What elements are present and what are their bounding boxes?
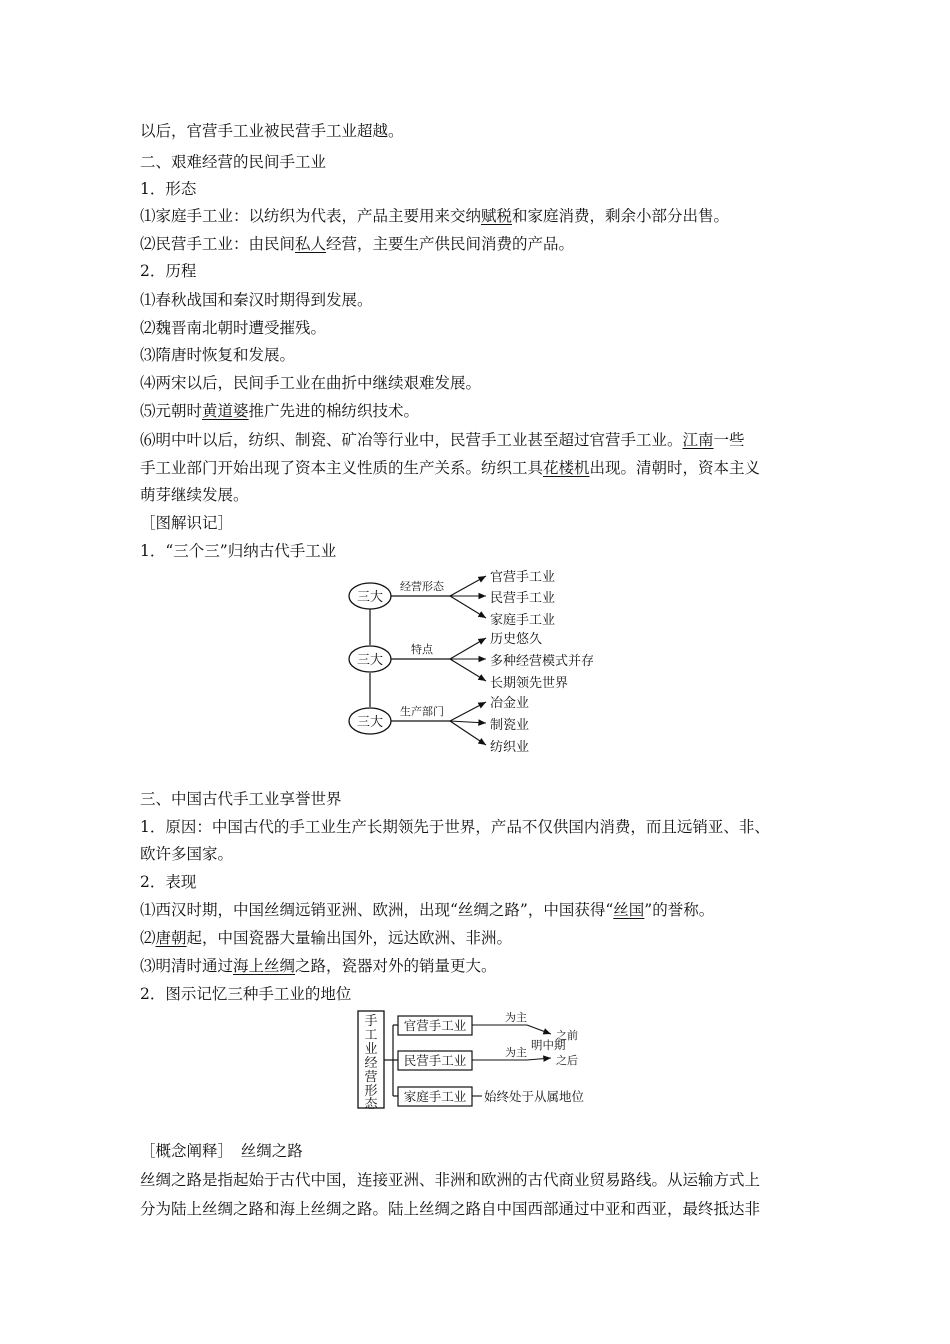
branch-item: 家庭手工业 [490,613,556,628]
vertical-title-char: 态 [364,1097,378,1112]
node-label: 三大 [356,590,384,605]
after-label: 之后 [556,1054,578,1067]
text-line: ⑵民营手工业：由民间私人经营，主要生产供民间消费的产品。 [140,235,575,253]
branch-label: 生产部门 [400,705,444,718]
subheading: 2．历程 [140,262,197,280]
underlined-term: 赋税 [481,207,513,225]
underlined-term: 海上丝绸 [233,957,296,975]
mid-period-label: 明中期 [531,1038,566,1052]
text-line: ⑵唐朝起，中国瓷器大量输出国外，远达欧洲、非洲。 [140,929,513,947]
branch-item: 民营手工业 [490,591,556,606]
section-heading: 三、中国古代手工业享誉世界 [140,790,342,808]
vertical-title-char: 手 [364,1014,378,1029]
text-line: 手工业部门开始出现了资本主义性质的生产关系。纺织工具花楼机出现。清朝时，资本主义 [140,459,761,477]
text-line: ⑵魏晋南北朝时遭受摧残。 [140,319,327,337]
subheading: 1．形态 [140,180,197,198]
branch-management-forms [349,569,555,628]
section-label: ［图解识记］ [140,514,234,532]
main-label: 为主 [505,1011,527,1024]
text-line: 萌芽继续发展。 [140,486,249,504]
text-line: ⑶明清时通过海上丝绸之路，瓷器对外的销量更大。 [140,957,497,975]
branch-item: 历史悠久 [490,632,543,647]
main-label: 为主 [505,1046,527,1059]
underlined-term: 江南 [682,431,714,449]
text-line: ⑸元朝时黄道婆推广先进的棉纺织技术。 [140,402,420,420]
node-label: 三大 [356,653,384,668]
vertical-title-char: 营 [364,1070,378,1085]
branch-production-sectors [349,695,529,755]
underlined-term: 黄道婆 [202,402,249,420]
subheading: 2．图示记忆三种手工业的地位 [140,985,352,1003]
branch-label: 特点 [411,643,433,656]
concept-heading: ［概念阐释］ 丝绸之路 [140,1142,303,1160]
branch-item: 多种经营模式并存 [490,654,595,669]
text-line: 以后，官营手工业被民营手工业超越。 [140,122,404,140]
branch-item: 长期领先世界 [490,676,569,691]
section-heading: 二、艰难经营的民间手工业 [140,153,327,171]
branch-item: 冶金业 [490,696,530,711]
subheading: 2．表现 [140,873,197,891]
branch-item: 纺织业 [490,740,530,755]
node-label: 三大 [356,715,384,730]
text-line: ⑴春秋战国和秦汉时期得到发展。 [140,291,373,309]
box-label: 官营手工业 [403,1018,467,1033]
text-line: 丝绸之路是指起始于古代中国，连接亚洲、非洲和欧洲的古代商业贸易路线。从运输方式上 [140,1171,761,1189]
underlined-term: 丝国 [613,901,645,919]
before-label: 之前 [556,1029,578,1042]
underlined-term: 唐朝 [155,929,187,947]
vertical-title-char: 业 [364,1042,378,1057]
text-line: ⑷两宋以后，民间手工业在曲折中继续艰难发展。 [140,374,482,392]
subheading: 1．“三个三”归纳古代手工业 [140,542,337,560]
three-threes-diagram [340,565,620,755]
family-note: 始终处于从属地位 [484,1089,585,1104]
text-line: ⑶隋唐时恢复和发展。 [140,346,296,364]
handicraft-status-diagram [355,1008,595,1112]
branch-characteristics [349,631,594,691]
text-line: ⑴家庭手工业：以纺织为代表，产品主要用来交纳赋税和家庭消费，剩余小部分出售。 [140,207,730,225]
vertical-title-char: 工 [364,1028,378,1043]
text-line: 欧许多国家。 [140,845,234,863]
branch-item: 制瓷业 [490,718,530,733]
text-line: ⑴西汉时期，中国丝绸远销亚洲、欧洲，出现“丝绸之路”，中国获得“丝国”的誉称。 [140,901,715,919]
box-label: 民营手工业 [403,1053,467,1068]
branch-item: 官营手工业 [490,570,556,585]
vertical-title-char: 形 [364,1084,378,1099]
branch-label: 经营形态 [400,580,444,593]
box-label: 家庭手工业 [403,1089,467,1104]
text-line: ⑹明中叶以后，纺织、制瓷、矿冶等行业中，民营手工业甚至超过官营手工业。江南一些 [140,431,745,449]
underlined-term: 私人 [295,235,327,253]
text-line: 1．原因：中国古代的手工业生产长期领先于世界，产品不仅供国内消费，而且远销亚、非、 [140,818,770,836]
vertical-title-char: 经 [364,1056,378,1071]
text-line: 分为陆上丝绸之路和海上丝绸之路。陆上丝绸之路自中国西部通过中亚和西亚，最终抵达非 [140,1200,761,1218]
underlined-term: 花楼机 [543,459,590,477]
